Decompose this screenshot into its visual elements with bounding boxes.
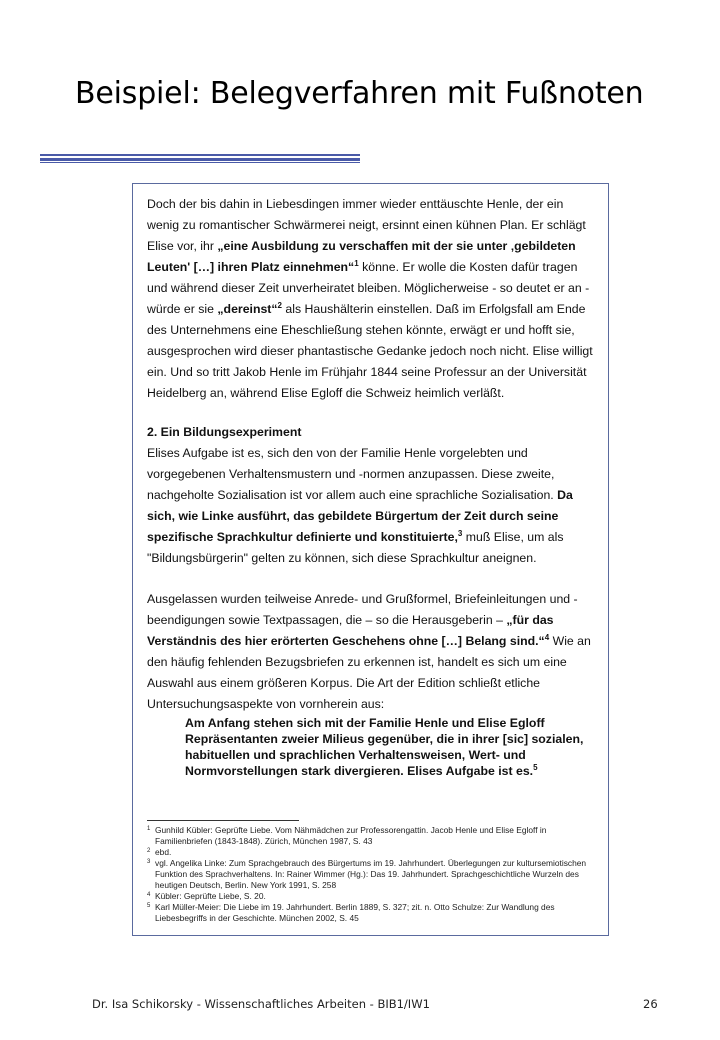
text-run: muß Elise, um als "Bildungsbürgerin" gelten zu können, sich diese Sprachkultur aneignen. <box>147 530 564 565</box>
footnote-marker: 3 <box>457 529 463 538</box>
text-run: könne. Er wolle die Kosten dafür tragen und während dieser Zeit unverheiratet bleiben. Möglicherweise - so deutet er an - würde er sie <box>147 260 590 316</box>
block-quote <box>185 715 597 779</box>
footnote: 2 ebd. <box>147 847 172 857</box>
emphasized-text: Am Anfang stehen sich mit der Familie Henle und Elise Egloff Repräsentanten zweier Milieus gegenüber, die in ihrer [sic] sozialen, habituellen und sprachlichen Verhaltensweisen, Wert- und Normvorstellungen stark divergieren. Elises Aufgabe ist es. <box>185 716 584 778</box>
page-number: 26 <box>643 997 658 1011</box>
section-heading: 2. Ein Bildungsexperiment <box>147 425 302 439</box>
text-run: Doch der bis dahin in Liebesdingen immer wieder enttäuschte Henle, der ein wenig zu romantischer Schwärmerei neigt, ersinnt einen kühnen Plan. Er schlägt Elise vor, ihr <box>147 197 586 253</box>
text-run: Wie an den häufig fehlenden Bezugsbriefen zu erkennen ist, handelt es sich um eine Auswahl aus einem größeren Korpus. Die Art der Edition schließt etliche Untersuchungsaspekte von vornherein aus: <box>147 634 591 711</box>
footnote-marker: 5 <box>533 763 538 772</box>
emphasized-text: Da sich, wie Linke ausführt, das gebildete Bürgertum der Zeit durch seine spezifische Sprachkultur definierte und konstituierte, <box>147 488 573 544</box>
footnote: 1 Gunhild Kübler: Geprüfte Liebe. Vom Nähmädchen zur Professorengattin. Jacob Henle und Elise Egloff in Familienbriefen (1843-1848). Zürich, München 1987, S. 43 <box>147 825 547 846</box>
text-run: Elises Aufgabe ist es, sich den von der Familie Henle vorgelebten und vorgegebenen Verhaltensmustern und -normen anzupassen. Diese zweite, nachgeholte Sozialisation ist vor allem auch eine sprachliche Sozialisation. <box>147 446 558 502</box>
paragraph-2 <box>147 443 597 569</box>
footer-author-course: Dr. Isa Schikorsky - Wissenschaftliches Arbeiten - BIB1/IW1 <box>92 997 430 1011</box>
footnote: 3 vgl. Angelika Linke: Zum Sprachgebrauch des Bürgertums im 19. Jahrhundert. Überlegungen zur kultursemiotischen Funktion des Sprachverhaltens. In: Rainer Wimmer (Hg.): Das 19. Jahrhundert. Sprachgeschichtliche Wurzeln des heutigen Deutsch, Berlin. New York 1991, S. 258 <box>147 858 587 890</box>
footnotes <box>147 825 597 924</box>
text-run: als Haushälterin einstellen. Daß im Erfolgsfall am Ende des Unternehmens eine Eheschließung stehen könnte, erwägt er und hofft sie, ausgesprochen wird dieser phantastische Gedanke jedoch noch nicht. Elise willigt ein. Und so tritt Jakob Henle im Frühjahr 1844 seine Professur an der Universität Heidelberg an, während Elise Egloff die Schweiz heimlich verläßt. <box>147 302 593 400</box>
footnote-separator <box>147 820 299 821</box>
footnote-marker: 4 <box>544 633 550 642</box>
footnote-marker: 1 <box>354 259 359 268</box>
paragraph-3 <box>147 589 597 715</box>
emphasized-text: „eine Ausbildung zu verschaffen mit der sie unter ‚gebildeten Leuten' […] ihren Platz einnehmen“ <box>147 239 576 274</box>
footnote: 4 Kübler: Geprüfte Liebe, S. 20. <box>147 891 266 901</box>
footnote: 5 Karl Müller-Meier: Die Liebe im 19. Jahrhundert. Berlin 1889, S. 327; zit. n. Otto Schulze: Zur Wandlung des Liebesbegriffs in der Geschichte. München 2002, S. 45 <box>147 902 555 923</box>
paragraph-1 <box>147 194 597 404</box>
excerpt-body <box>147 194 597 779</box>
title-underline <box>40 154 360 164</box>
scanned-text-excerpt <box>132 183 609 936</box>
text-run: Ausgelassen wurden teilweise Anrede- und Grußformel, Briefeinleitungen und -beendigungen sowie Textpassagen, die – so die Herausgeberin – <box>147 592 578 627</box>
footnote-marker: 2 <box>277 301 282 310</box>
emphasized-text: „dereinst“ <box>217 302 278 316</box>
slide-title: Beispiel: Belegverfahren mit Fußnoten <box>75 76 644 111</box>
emphasized-text: „für das Verständnis des hier erörterten Geschehens ohne […] Belang sind.“ <box>147 613 554 648</box>
